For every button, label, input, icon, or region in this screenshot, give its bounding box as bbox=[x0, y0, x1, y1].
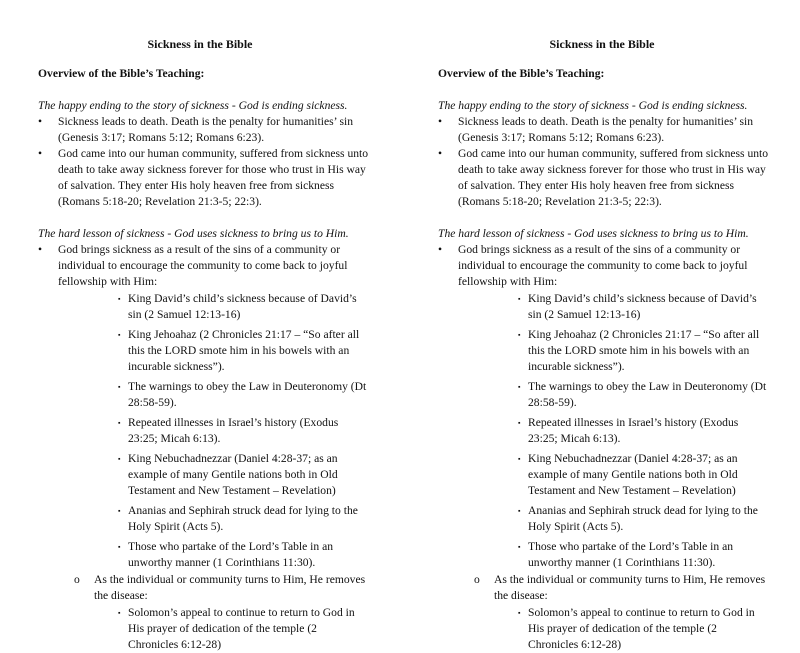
square-bullet-icon: ▪ bbox=[518, 331, 521, 339]
square-bullet-icon: ▪ bbox=[518, 419, 521, 427]
example-text: Repeated illnesses in Israel’s history (Exodus 23:25; Micah 6:13). bbox=[528, 416, 739, 445]
example-item bbox=[438, 291, 770, 323]
list-item-text: God came into our human community, suffered from sickness unto death to take away sickness forever for those who trust in His way of salvation. They enter His holy heaven free from sickness (Romans 5:18-20; Revelation 21:3-5; 22:3). bbox=[458, 147, 769, 208]
circle-bullet-icon: o bbox=[74, 573, 80, 586]
example-text: Those who partake of the Lord’s Table in an unworthy manner (1 Corinthians 11:30). bbox=[528, 540, 734, 569]
example-text: King David’s child’s sickness because of David’s sin (2 Samuel 12:13-16) bbox=[128, 292, 357, 321]
square-bullet-icon: ▪ bbox=[518, 609, 521, 617]
section-heading-hard-lesson: The hard lesson of sickness - God uses sickness to bring us to Him. bbox=[438, 227, 749, 240]
list-item bbox=[38, 114, 370, 146]
square-bullet-icon: ▪ bbox=[118, 295, 121, 303]
example-item bbox=[38, 415, 370, 447]
list-item-text: Sickness leads to death. Death is the penalty for humanities’ sin (Genesis 3:17; Romans 5:12; Romans 6:23). bbox=[458, 115, 754, 144]
example-item bbox=[438, 605, 770, 653]
example-item bbox=[38, 327, 370, 375]
example-item bbox=[38, 539, 370, 571]
example-text: Ananias and Sephirah struck dead for lying to the Holy Spirit (Acts 5). bbox=[528, 504, 758, 533]
example-item bbox=[38, 503, 370, 535]
circle-bullet-icon: o bbox=[474, 573, 480, 586]
square-bullet-icon: ▪ bbox=[518, 295, 521, 303]
page-title: Sickness in the Bible bbox=[549, 37, 655, 51]
sub-list-item bbox=[438, 572, 770, 604]
page-title: Sickness in the Bible bbox=[147, 37, 253, 51]
section-heading-hard-lesson: The hard lesson of sickness - God uses sickness to bring us to Him. bbox=[38, 227, 349, 240]
square-bullet-icon: ▪ bbox=[118, 543, 121, 551]
list-item-text: God brings sickness as a result of the sins of a community or individual to encourage the community to come back to joyful fellowship with Him: bbox=[58, 243, 348, 288]
example-item bbox=[38, 451, 370, 499]
section-heading-happy-ending: The happy ending to the story of sickness - God is ending sickness. bbox=[38, 99, 348, 112]
example-text: The warnings to obey the Law in Deuteronomy (Dt 28:58-59). bbox=[128, 380, 367, 409]
list-item-text: Sickness leads to death. Death is the penalty for humanities’ sin (Genesis 3:17; Romans 5:12; Romans 6:23). bbox=[58, 115, 354, 144]
bullet-icon: • bbox=[438, 243, 443, 256]
example-item bbox=[438, 379, 770, 411]
example-item bbox=[438, 451, 770, 499]
overview-heading: Overview of the Bible’s Teaching: bbox=[38, 67, 205, 80]
list-item-text: God came into our human community, suffered from sickness unto death to take away sickness forever for those who trust in His way of salvation. They enter His holy heaven free from sickness (Romans 5:18-20; Revelation 21:3-5; 22:3). bbox=[58, 147, 369, 208]
spacer bbox=[438, 210, 770, 226]
square-bullet-icon: ▪ bbox=[118, 419, 121, 427]
bullet-icon: • bbox=[438, 115, 443, 128]
sub-list-item-text: As the individual or community turns to Him, He removes the disease: bbox=[94, 573, 366, 602]
square-bullet-icon: ▪ bbox=[118, 507, 121, 515]
overview-heading: Overview of the Bible’s Teaching: bbox=[438, 67, 605, 80]
example-text: Those who partake of the Lord’s Table in an unworthy manner (1 Corinthians 11:30). bbox=[128, 540, 334, 569]
example-item bbox=[438, 503, 770, 535]
list-item bbox=[438, 146, 770, 210]
example-item bbox=[38, 379, 370, 411]
square-bullet-icon: ▪ bbox=[518, 543, 521, 551]
example-text: King Nebuchadnezzar (Daniel 4:28-37; as an example of many Gentile nations both in Old Testament and New Testament – Revelation) bbox=[128, 452, 338, 497]
example-item bbox=[438, 539, 770, 571]
square-bullet-icon: ▪ bbox=[118, 455, 121, 463]
example-text: King Jehoahaz (2 Chronicles 21:17 – “So after all this the LORD smote him in his bowels with an incurable sickness”). bbox=[528, 328, 760, 373]
square-bullet-icon: ▪ bbox=[118, 383, 121, 391]
square-bullet-icon: ▪ bbox=[118, 609, 121, 617]
bullet-icon: • bbox=[38, 147, 43, 160]
square-bullet-icon: ▪ bbox=[518, 383, 521, 391]
bullet-icon: • bbox=[38, 115, 43, 128]
list-item bbox=[38, 242, 370, 290]
list-item-text: God brings sickness as a result of the sins of a community or individual to encourage the community to come back to joyful fellowship with Him: bbox=[458, 243, 748, 288]
sub-list-item bbox=[38, 572, 370, 604]
square-bullet-icon: ▪ bbox=[518, 507, 521, 515]
example-text: King Jehoahaz (2 Chronicles 21:17 – “So after all this the LORD smote him in his bowels with an incurable sickness”). bbox=[128, 328, 360, 373]
list-item bbox=[38, 146, 370, 210]
spacer bbox=[38, 210, 370, 226]
section-heading-happy-ending: The happy ending to the story of sickness - God is ending sickness. bbox=[438, 99, 748, 112]
square-bullet-icon: ▪ bbox=[118, 331, 121, 339]
example-item bbox=[38, 291, 370, 323]
square-bullet-icon: ▪ bbox=[518, 455, 521, 463]
page-content bbox=[438, 66, 770, 653]
example-item bbox=[38, 605, 370, 653]
bullet-icon: • bbox=[438, 147, 443, 160]
example-text: The warnings to obey the Law in Deuteronomy (Dt 28:58-59). bbox=[528, 380, 767, 409]
page-content bbox=[38, 66, 370, 653]
example-text: King Nebuchadnezzar (Daniel 4:28-37; as an example of many Gentile nations both in Old Testament and New Testament – Revelation) bbox=[528, 452, 738, 497]
bullet-icon: • bbox=[38, 243, 43, 256]
example-text: Solomon’s appeal to continue to return to God in His prayer of dedication of the temple (2 Chronicles 6:12-28) bbox=[528, 606, 755, 651]
sub-list-item-text: As the individual or community turns to Him, He removes the disease: bbox=[494, 573, 766, 602]
list-item bbox=[438, 242, 770, 290]
example-text: King David’s child’s sickness because of David’s sin (2 Samuel 12:13-16) bbox=[528, 292, 757, 321]
example-text: Ananias and Sephirah struck dead for lying to the Holy Spirit (Acts 5). bbox=[128, 504, 358, 533]
example-text: Solomon’s appeal to continue to return to God in His prayer of dedication of the temple (2 Chronicles 6:12-28) bbox=[128, 606, 355, 651]
page-left bbox=[0, 0, 400, 651]
list-item bbox=[438, 114, 770, 146]
page-right bbox=[400, 0, 800, 651]
example-item bbox=[438, 327, 770, 375]
example-text: Repeated illnesses in Israel’s history (Exodus 23:25; Micah 6:13). bbox=[128, 416, 339, 445]
example-item bbox=[438, 415, 770, 447]
